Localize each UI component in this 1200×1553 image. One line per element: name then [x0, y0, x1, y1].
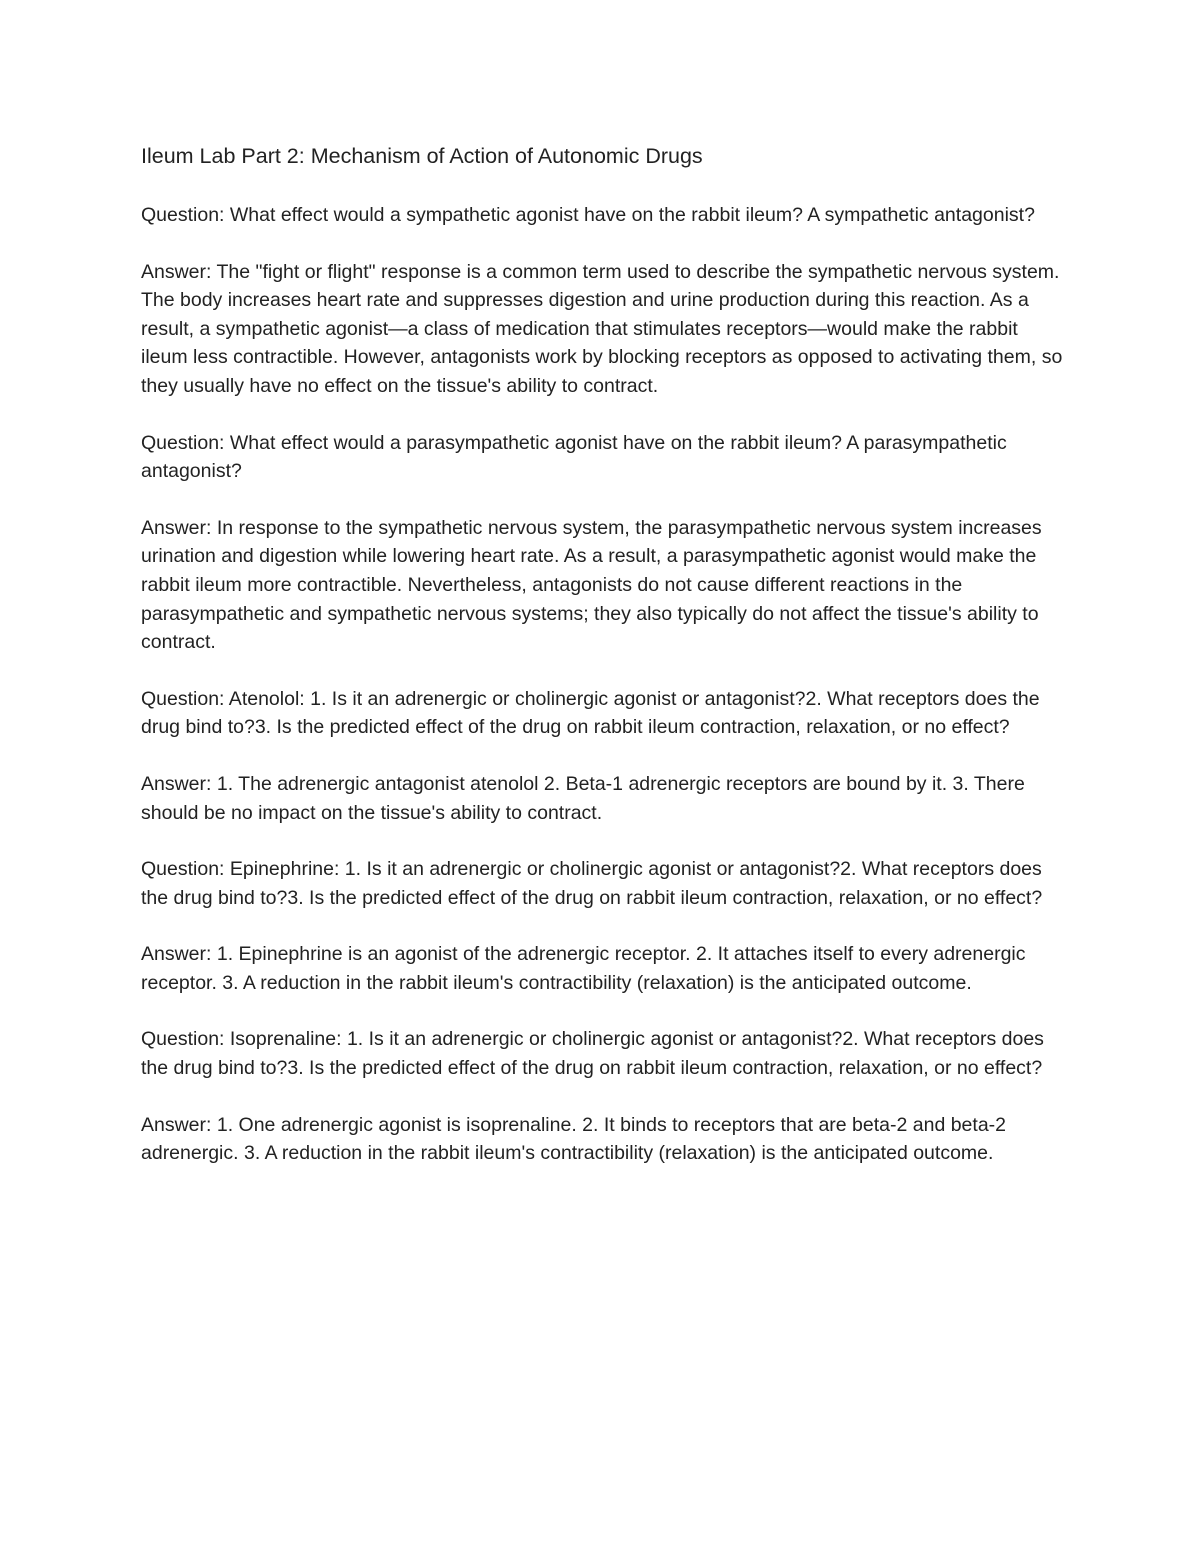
answer-atenolol: Answer: 1. The adrenergic antagonist atenolol 2. Beta-1 adrenergic receptors are bound by it. 3. There should be no impact on the tissue's ability to contract.	[141, 772, 1025, 824]
answer-parasympathetic: Answer: In response to the sympathetic nervous system, the parasympathetic nervous system increases urination and digestion while lowering heart rate. As a result, a parasympathetic agonist would make the rabbit ileum more contractible. Nevertheless, antagonists do not cause different reactions in the parasympathetic and sympathetic nervous systems; they also typically do not affect the tissue's ability to contract.	[141, 516, 1042, 654]
question-parasympathetic: Question: What effect would a parasympathetic agonist have on the rabbit ileum? A parasympathetic antagonist?	[141, 431, 1007, 483]
question-sympathetic: Question: What effect would a sympathetic agonist have on the rabbit ileum? A sympathetic antagonist?	[141, 204, 1035, 226]
document-title: Ileum Lab Part 2: Mechanism of Action of Autonomic Drugs	[141, 144, 703, 168]
answer-sympathetic: Answer: The "fight or flight" response is a common term used to describe the sympathetic nervous system. The body increases heart rate and suppresses digestion and urine production during this reaction. As a result, a sympathetic agonist—a class of medication that stimulates receptors—would make the rabbit ileum less contractible. However, antagonists work by blocking receptors as opposed to activating them, so they usually have no effect on the tissue's ability to contract.	[141, 260, 1063, 397]
question-atenolol: Question: Atenolol: 1. Is it an adrenergic or cholinergic agonist or antagonist?2. What receptors does the drug bind to?3. Is the predicted effect of the drug on rabbit ileum contraction, relaxation, or no effect?	[141, 687, 1040, 739]
question-isoprenaline: Question: Isoprenaline: 1. Is it an adrenergic or cholinergic agonist or antagonist?2. What receptors does the drug bind to?3. Is the predicted effect of the drug on rabbit ileum contraction, relaxation, or no effect?	[141, 1028, 1044, 1080]
document-body	[141, 140, 1066, 1196]
answer-epinephrine: Answer: 1. Epinephrine is an agonist of the adrenergic receptor. 2. It attaches itself to every adrenergic receptor. 3. A reduction in the rabbit ileum's contractibility (relaxation) is the anticipated outcome.	[141, 943, 1026, 994]
question-epinephrine: Question: Epinephrine: 1. Is it an adrenergic or cholinergic agonist or antagonist?2. What receptors does the drug bind to?3. Is the predicted effect of the drug on rabbit ileum contraction, relaxation, or no effect?	[141, 858, 1043, 909]
answer-isoprenaline: Answer: 1. One adrenergic agonist is isoprenaline. 2. It binds to receptors that are beta-2 and beta-2 adrenergic. 3. A reduction in the rabbit ileum's contractibility (relaxation) is the anticipated outcome.	[141, 1113, 1007, 1165]
